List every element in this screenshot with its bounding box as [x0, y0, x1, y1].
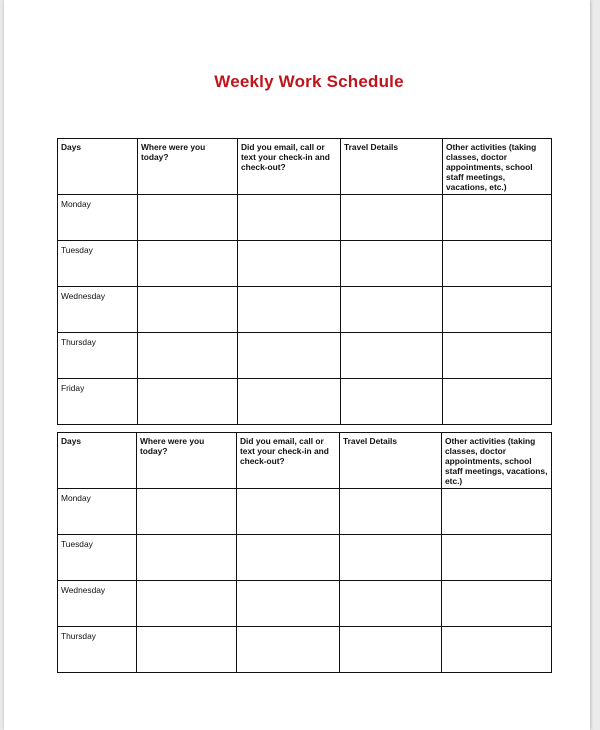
other-activities-cell[interactable]	[442, 535, 552, 581]
header-check-in: Did you email, call or text your check-in and check-out?	[237, 433, 340, 489]
location-cell[interactable]	[137, 581, 237, 627]
location-cell[interactable]	[138, 195, 238, 241]
check-in-cell[interactable]	[237, 581, 340, 627]
header-location: Where were you today?	[137, 433, 237, 489]
day-cell	[58, 535, 137, 581]
document-title: Weekly Work Schedule	[214, 72, 404, 91]
day-label: Monday	[61, 493, 91, 503]
check-in-cell[interactable]	[238, 195, 341, 241]
day-cell	[58, 627, 137, 673]
table-row	[58, 581, 552, 627]
schedule-table-week-2	[57, 432, 552, 673]
table-row	[58, 489, 552, 535]
header-travel: Travel Details	[340, 433, 442, 489]
travel-cell[interactable]	[340, 581, 442, 627]
check-in-cell[interactable]	[238, 379, 341, 425]
location-cell[interactable]	[138, 241, 238, 287]
table-header-row	[58, 433, 552, 489]
document-page	[4, 0, 590, 730]
day-cell	[58, 489, 137, 535]
check-in-cell[interactable]	[237, 627, 340, 673]
day-cell	[58, 195, 138, 241]
day-cell	[58, 379, 138, 425]
header-travel: Travel Details	[341, 139, 443, 195]
table-row	[58, 379, 552, 425]
check-in-cell[interactable]	[237, 489, 340, 535]
location-cell[interactable]	[137, 489, 237, 535]
check-in-cell[interactable]	[238, 241, 341, 287]
travel-cell[interactable]	[340, 489, 442, 535]
table-header-row	[58, 139, 552, 195]
table-row	[58, 535, 552, 581]
other-activities-cell[interactable]	[443, 241, 552, 287]
header-days: Days	[58, 433, 137, 489]
other-activities-cell[interactable]	[443, 379, 552, 425]
other-activities-cell[interactable]	[442, 627, 552, 673]
day-label: Friday	[61, 383, 85, 393]
travel-cell[interactable]	[341, 241, 443, 287]
check-in-cell[interactable]	[238, 333, 341, 379]
day-label: Monday	[61, 199, 91, 209]
day-cell	[58, 287, 138, 333]
other-activities-cell[interactable]	[442, 489, 552, 535]
day-label: Thursday	[61, 337, 96, 347]
table-row	[58, 333, 552, 379]
header-other-activities: Other activities (taking classes, doctor appointments, school staff meetings, vacations, etc.)	[443, 139, 552, 195]
day-cell	[58, 581, 137, 627]
travel-cell[interactable]	[341, 287, 443, 333]
header-other-activities: Other activities (taking classes, doctor appointments, school staff meetings, vacations, etc.)	[442, 433, 552, 489]
day-cell	[58, 333, 138, 379]
table-row	[58, 195, 552, 241]
location-cell[interactable]	[138, 287, 238, 333]
day-label: Wednesday	[61, 291, 106, 301]
other-activities-cell[interactable]	[442, 581, 552, 627]
table-row	[58, 287, 552, 333]
location-cell[interactable]	[137, 535, 237, 581]
day-label: Wednesday	[61, 585, 106, 595]
day-label: Tuesday	[61, 245, 93, 255]
location-cell[interactable]	[138, 333, 238, 379]
location-cell[interactable]	[137, 627, 237, 673]
other-activities-cell[interactable]	[443, 287, 552, 333]
day-label: Thursday	[61, 631, 96, 641]
other-activities-cell[interactable]	[443, 333, 552, 379]
location-cell[interactable]	[138, 379, 238, 425]
travel-cell[interactable]	[341, 195, 443, 241]
header-check-in: Did you email, call or text your check-in and check-out?	[238, 139, 341, 195]
table-row	[58, 241, 552, 287]
header-location: Where were you today?	[138, 139, 238, 195]
day-cell	[58, 241, 138, 287]
table-row	[58, 627, 552, 673]
check-in-cell[interactable]	[238, 287, 341, 333]
travel-cell[interactable]	[340, 627, 442, 673]
travel-cell[interactable]	[341, 333, 443, 379]
schedule-table-week-1	[57, 138, 552, 425]
travel-cell[interactable]	[340, 535, 442, 581]
day-label: Tuesday	[61, 539, 93, 549]
check-in-cell[interactable]	[237, 535, 340, 581]
travel-cell[interactable]	[341, 379, 443, 425]
other-activities-cell[interactable]	[443, 195, 552, 241]
header-days: Days	[58, 139, 138, 195]
